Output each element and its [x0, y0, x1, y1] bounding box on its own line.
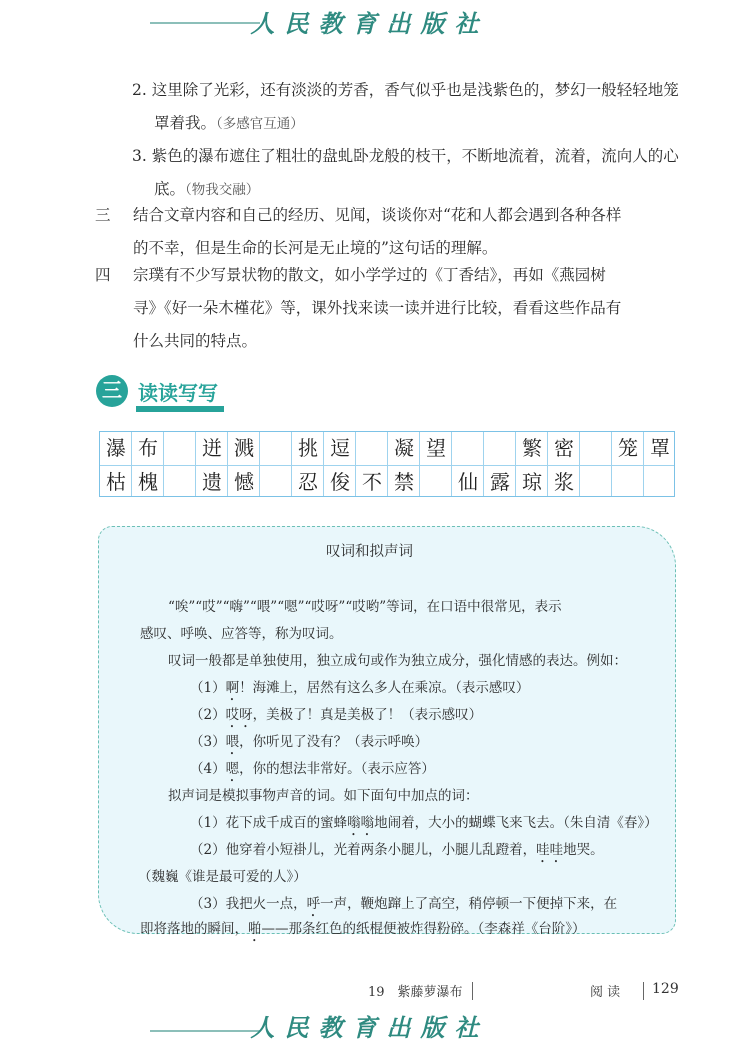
vocab-char: 枯: [106, 470, 126, 494]
knowledge-para-1b: 感叹、呼唤、应答等，称为叹词。: [140, 626, 343, 642]
section-underline: [136, 406, 224, 412]
vocab-char: 笼: [618, 436, 638, 460]
example-interjection-2: （2）哎呀，美极了！真是美极了！（表示感叹）: [190, 707, 483, 723]
vocab-char: 瀑: [106, 436, 126, 460]
vocab-char: 逗: [330, 436, 350, 460]
vocab-char: 挑: [298, 436, 318, 460]
vocab-grid: [99, 431, 675, 497]
vocab-char: 禁: [394, 470, 414, 494]
vocab-char: 迸: [202, 436, 222, 460]
footer-divider: [643, 982, 644, 1000]
publisher-logo: 人民教育出版社: [250, 9, 489, 38]
vocab-row-1: [100, 432, 674, 464]
footer-divider: [472, 982, 473, 1000]
vocab-char: 溅: [234, 436, 254, 460]
vocab-char: 罩: [650, 436, 670, 460]
exercise-item-3: 3. 紫色的瀑布遮住了粗壮的盘虬卧龙般的枝干，不断地流着，流着，流向人的心底。（物我交融）: [132, 147, 679, 198]
section-number-icon: 三: [96, 375, 128, 407]
vocab-char: 仙: [458, 470, 478, 494]
vocab-char: 遗: [202, 470, 222, 494]
vocab-char: 琼: [522, 470, 542, 494]
vocab-char: 繁: [522, 436, 542, 460]
vocab-char: 露: [490, 470, 510, 494]
vocab-char: 不: [362, 470, 382, 494]
knowledge-title: 叹词和拟声词: [326, 544, 413, 560]
example-onomatopoeia-1: （1）花下成千成百的蜜蜂嗡嗡地闹着，大小的蝴蝶飞来飞去。（朱自清《春》）: [190, 815, 658, 831]
exercise-item-2: 2. 这里除了光彩，还有淡淡的芳香，香气似乎也是浅紫色的，梦幻一般轻轻地笼罩着我。（多感官互通）: [132, 81, 679, 132]
knowledge-para-3: 拟声词是模拟事物声音的词。如下面句中加点的词：: [168, 788, 479, 804]
example-interjection-3: （3）喂，你听见了没有？（表示呼唤）: [190, 734, 429, 750]
vocab-char: 浆: [554, 470, 574, 494]
example-onomatopoeia-3: （3）我把火一点，呼一声，鞭炮蹿上了高空，稍停顿一下便掉下来，在: [190, 896, 618, 912]
knowledge-para-1a: “唉”“哎”“嗨”“喂”“嗯”“哎呀”“哎哟”等词，在口语中很常见，表示: [168, 599, 562, 615]
vocab-char: 凝: [394, 436, 414, 460]
page-number: 129: [652, 981, 679, 997]
vocab-char: 俊: [330, 470, 350, 494]
question-3: 三 结合文章内容和自己的经历、见闻，谈谈你对“花和人都会遇到各种各样 的不幸，但是生命的长河是无止境的”这句话的理解。: [95, 206, 622, 257]
vocab-char: 憾: [234, 470, 254, 494]
publisher-logo-bottom: 人民教育出版社: [250, 1013, 489, 1042]
example-onomatopoeia-2: （2）他穿着小短褂儿，光着两条小腿儿，小腿儿乱蹬着，哇哇地哭。: [190, 842, 604, 858]
question-4: 四 宗璞有不少写景状物的散文，如小学学过的《丁香结》，再如《燕园树 寻》《好一朵木槿花》等，课外找来读一读并进行比较，看看这些作品有 什么共同的特点。: [95, 266, 622, 350]
vocab-char: 密: [554, 436, 574, 460]
footer-lesson: 19 紫藤萝瀑布: [368, 985, 463, 1000]
vocab-char: 槐: [138, 470, 158, 494]
example-interjection-1: （1）啊！海滩上，居然有这么多人在乘凉。（表示感叹）: [190, 680, 530, 696]
vocab-row-2: [100, 465, 674, 498]
footer-unit: 阅 读: [590, 985, 621, 1000]
example-onomatopoeia-3-cont: 即将落地的瞬间，啪——那条红色的纸棍便被炸得粉碎。（李森祥《台阶》）: [140, 921, 586, 937]
vocab-char: 望: [426, 436, 446, 460]
knowledge-para-2: 叹词一般都是单独使用，独立成句或作为独立成分，强化情感的表达。例如：: [168, 653, 627, 669]
example-onomatopoeia-2-source: （魏巍《谁是最可爱的人》）: [138, 869, 307, 885]
section-title: 读读写写: [138, 381, 218, 405]
vocab-char: 忍: [298, 470, 318, 494]
vocab-char: 布: [138, 436, 158, 460]
example-interjection-4: （4）嗯，你的想法非常好。（表示应答）: [190, 761, 435, 777]
